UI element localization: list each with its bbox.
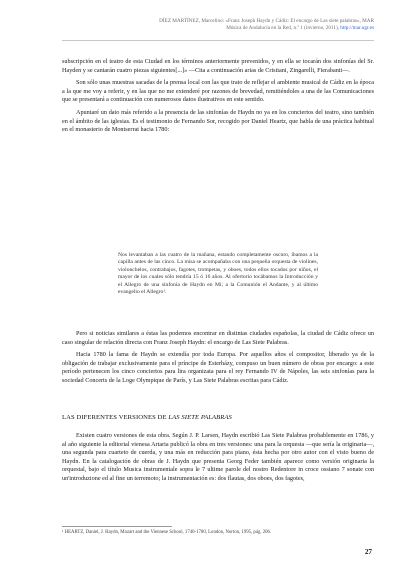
paragraph-5: Hacia 1780 la fama de Haydn se extendía por toda Europa. Por aquellos años el compositor, liberado ya de la obligación de trabajar exclusivamente para el príncipe de Esterházy, compuso un buen número de obras por encargo: a este período pertenecen los cinco conciertos para lira organizata para el rey Fernando IV de Nápoles, las seis sinfonías para la sociedad Concerts de la Loge Olympique de París, y Las Siete Palabras escritas para Cádiz. <box>62 351 374 384</box>
header-rule <box>62 40 374 41</box>
paragraph-2: Son sólo unas muestras sacadas de la prensa local con las que trato de reflejar el ambiente musical de Cádiz en la época a la que me voy a referir, y en las que no me extenderé por razones de brevedad, remitiéndoles a una de las Comunicaciones que se presentará a continuación con numerosos datos ilustrativos en este sentido. <box>62 79 374 104</box>
body-section-1 <box>62 58 374 135</box>
header-line-1: DÍEZ MARTÍNEZ, Marcelino: «Franz Joseph Haydn y Cádiz: El encargo de Las siete palabras», MAR <box>159 18 374 24</box>
section-heading-italic: LAS SIETE PALABRAS <box>168 414 232 421</box>
footnote-rule <box>62 526 172 527</box>
block-quote: Nos levantaban a las cuatro de la mañana, estando completamente oscuro, íbamos a la capilla antes de las cinco. La misa se acompañaba con una pequeña orquesta de violines, violonchelos, contrabajos, fagotes, trompetas, y oboes, todos ellos tocados por niños, el mayor de los cuales sólo tendría 15 ó 16 años. Al ofertorio tocábamos la Introducción y el Allegro de una sinfonía de Haydn en Mi; a la Comunión el Andante, y al último evangelio el Allegro¹. <box>118 252 318 296</box>
footnote: ¹ HEARTZ, Daniel, J. Haydn, Mozart and the Viennese School, 1740-1780, London, Norton, 1995, pág. 206. <box>62 530 272 535</box>
body-section-3 <box>62 432 374 484</box>
page-number: 27 <box>364 548 372 556</box>
header-link[interactable]: http://mar.ugr.es <box>340 25 374 31</box>
running-header <box>150 18 374 32</box>
paragraph-3: Apuntaré un dato más referido a la presencia de las sinfonías de Haydn no ya en los conciertos del teatro, sino también en el ámbito de las iglesias. Es el testimonio de Fernando Sor, recogido por Daniel Heartz, que habla de una práctica habitual en el monasterio de Montserrat hacia 1780: <box>62 108 374 134</box>
paragraph-1: subscripción en el teatro de esta Ciudad en los términos anteriormente prevenidos, y en ella se tocarán dos sinfonías del Sr. Hayden y se cantarán cuatro piezas siguientes[...]» —Cita a continuación arias de Cristiani, Zingarelli, Fierabanti—. <box>62 58 374 74</box>
header-line-2 <box>150 25 374 32</box>
paragraph-6: Existen cuatro versiones de esta obra. Según J. P. Larsen, Haydn escribió Las Siete Palabras probablemente en 1786, y al año siguiente la editorial vienesa Artaria publicó la obra en tres versiones: una para la orquesta —que sería la originaria—, una segunda para cuarteto de cuerda, y una más en reducción para piano, ésta hecha por otro autor con el visto bueno de Haydn. En la catalogación de obras de J. Haydn que presenta Georg Feder también aparece como versión originaria la orquestal, bajo el título Musica instrumentale sopra le 7 ultime parole del nostro Redentore in croce ossiano 7 sonate con un'introduzione ed al fine un terremoto; la instrumentación es: dos flautas, dos oboes, dos fagotes, <box>62 432 374 482</box>
section-heading <box>62 414 374 421</box>
header-line-2-text: Música de Andalucía en la Red, n.º 1 (invierno, 2011), <box>226 25 341 31</box>
paragraph-4: Pero si noticias similares a éstas las podemos encontrar en distintas ciudades españolas, la ciudad de Cádiz ofrece un caso singular de relación directa con Franz Joseph Haydn: el encargo de Las Siete Palabras. <box>62 330 374 346</box>
body-section-2 <box>62 330 374 386</box>
section-heading-text: LAS DIFERENTES VERSIONES DE <box>62 414 169 421</box>
